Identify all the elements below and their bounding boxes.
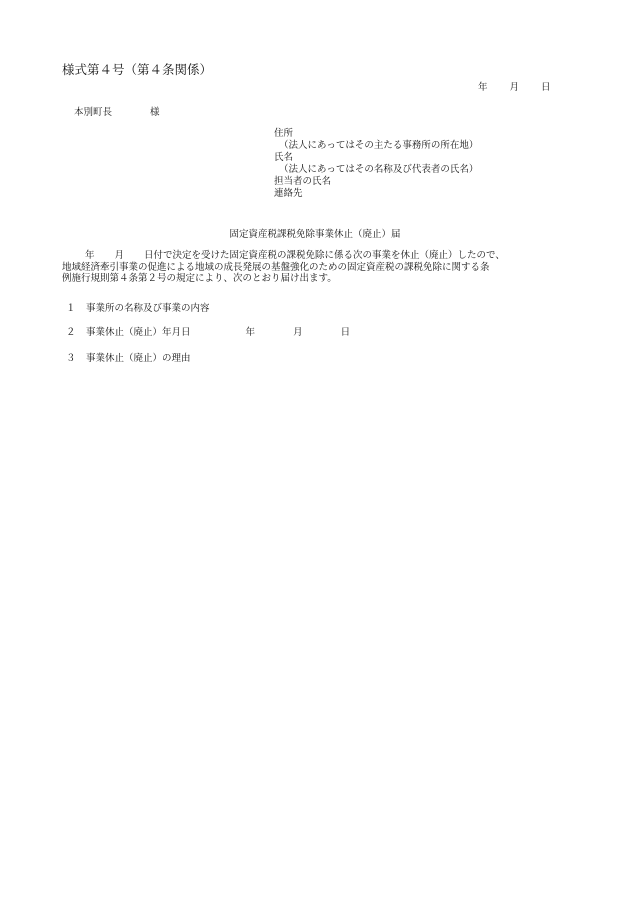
addressee	[74, 104, 160, 118]
body-year-label: 年	[85, 250, 95, 261]
item-label: 事業休止（廃止）年月日	[86, 327, 191, 338]
applicant-block	[274, 128, 478, 200]
date-month-label: 月	[509, 82, 520, 93]
submission-date	[478, 79, 551, 93]
suspension-year-label: 年	[245, 327, 256, 338]
body-line-2: 地域経済牽引事業の促進による地域の成長発展の基盤強化のための固定資産税の課税免除に関する条	[62, 261, 490, 273]
item-number: ２	[66, 327, 76, 338]
contact-person-label: 担当者の氏名	[274, 176, 332, 187]
suspension-day-label: 日	[340, 327, 351, 338]
item-label: 事業所の名称及び事業の内容	[86, 303, 210, 314]
item-business-content	[66, 300, 210, 314]
item-suspension-reason	[66, 350, 191, 364]
form-number: 様式第４号（第４条関係）	[62, 62, 213, 77]
date-day-label: 日	[541, 82, 551, 93]
body-line-3: 例施行規則第４条第２号の規定により、次のとおり届け出ます。	[62, 273, 337, 284]
date-year-label: 年	[478, 82, 488, 93]
addressee-honorific: 様	[150, 107, 160, 118]
body-line-1	[62, 250, 582, 262]
name-label: 氏名	[274, 152, 294, 163]
suspension-month-label: 月	[293, 327, 303, 338]
name-note: （法人にあってはその名称及び代表者の氏名）	[279, 164, 479, 175]
item-number: １	[66, 303, 76, 314]
address-note: （法人にあってはその主たる事務所の所在地）	[279, 140, 479, 151]
item-number: ３	[66, 353, 76, 364]
body-line-1-text: 日付で決定を受けた固定資産税の課税免除に係る次の事業を休止（廃止）したので、	[144, 250, 505, 261]
addressee-name: 本別町長	[74, 107, 113, 118]
item-suspension-date	[66, 324, 350, 338]
body-paragraph	[62, 250, 582, 285]
body-month-label: 月	[114, 250, 125, 261]
address-label: 住所	[274, 128, 294, 139]
document-title: 固定資産税課税免除事業休止（廃止）届	[229, 229, 401, 240]
contact-label: 連絡先	[274, 188, 303, 199]
suspension-date-fields	[246, 324, 351, 338]
item-label: 事業休止（廃止）の理由	[86, 353, 191, 364]
